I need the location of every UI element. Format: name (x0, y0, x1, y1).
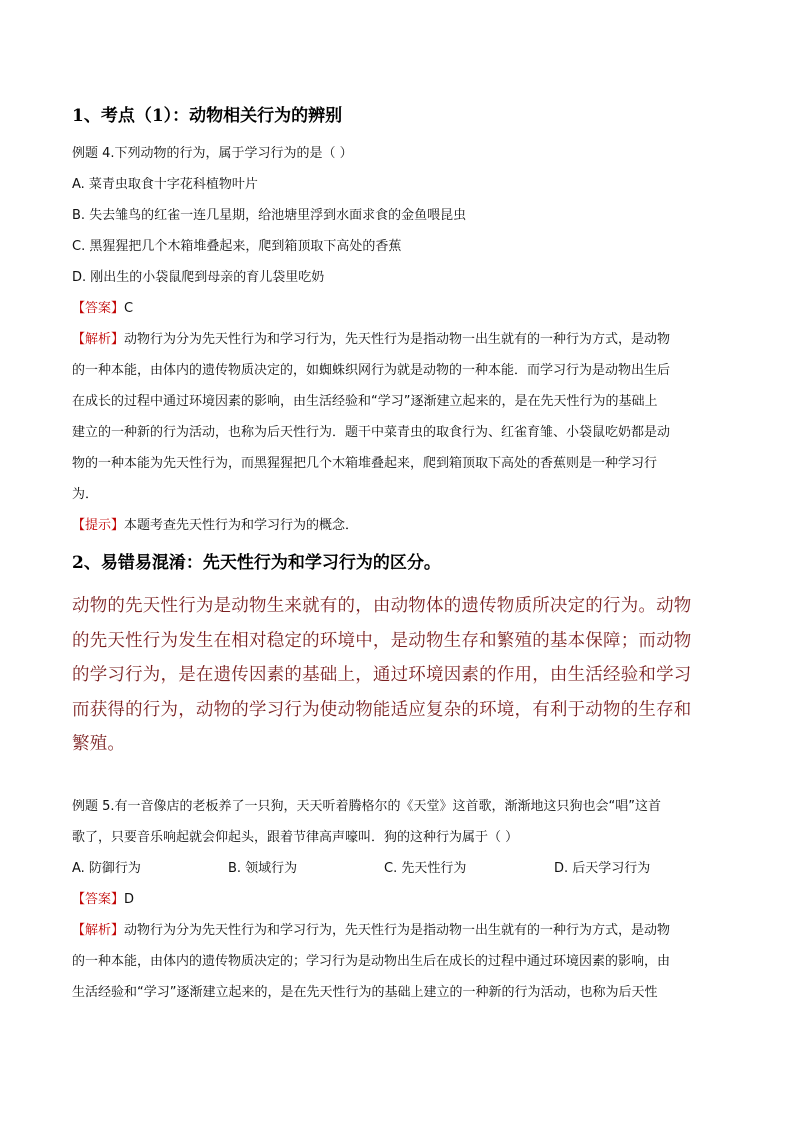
option-d: D. 后天学习行为 (554, 861, 651, 876)
hint-text: 本题考查先天性行为和学习行为的概念． (124, 518, 359, 533)
analysis-line-3: 在成长的过程中通过环境因素的影响，由生活经验和“学习”逐渐建立起来的，是在先天性行为的基础上 (72, 394, 658, 409)
option-c: C. 黑猩猩把几个木箱堆叠起来，爬到箱顶取下高处的香蕉 (72, 239, 402, 254)
explanation-line-2: 的先天性行为发生在相对稳定的环境中，是动物生存和繁殖的基本保障；而动物 (72, 630, 692, 651)
analysis-line-1: 【解析】动物行为分为先天性行为和学习行为，先天性行为是指动物一出生就有的一种行为方式，是动物 (72, 923, 671, 938)
analysis-line-5: 物的一种本能为先天性行为，而黑猩猩把几个木箱堆叠起来，爬到箱顶取下高处的香蕉则是一种学习行 (72, 456, 658, 471)
example-label: 例题 5. (72, 799, 115, 814)
analysis-line-3: 生活经验和“学习”逐渐建立起来的，是在先天性行为的基础上建立的一种新的行为活动，也称为后天性 (72, 985, 658, 1000)
analysis-line-6: 为． (72, 487, 99, 502)
answer-tag: 【答案】 (72, 301, 125, 316)
option-d: D. 刚出生的小袋鼠爬到母亲的育儿袋里吃奶 (72, 270, 325, 285)
explanation-paragraph (72, 589, 722, 762)
example-4-question (72, 138, 722, 169)
answer-value: C (124, 301, 134, 316)
example-5-question-line-2: 歌了，只要音乐响起就会仰起头，跟着节律高声嚎叫．狗的这种行为属于（ ） (72, 830, 519, 845)
hint-line (72, 510, 722, 541)
explanation-line-5: 繁殖。 (72, 734, 126, 754)
hint-tag: 【提示】 (72, 518, 125, 533)
example-label: 例题 4. (72, 146, 115, 161)
option-a: A. 防御行为 (72, 861, 141, 876)
example-5-question-line-1: 例题 5.有一音像店的老板养了一只狗，天天听着腾格尔的《天堂》这首歌，渐渐地这只狗也会“唱”这首 (72, 799, 662, 814)
answer-tag: 【答案】 (72, 892, 125, 907)
answer-value: D (124, 892, 135, 907)
analysis-line-1: 【解析】动物行为分为先天性行为和学习行为，先天性行为是指动物一出生就有的一种行为方式，是动物 (72, 332, 671, 347)
section-heading-2: 2、易错易混淆：先天性行为和学习行为的区分。 (72, 553, 441, 573)
analysis-tag: 【解析】 (72, 332, 125, 347)
analysis-tag: 【解析】 (72, 923, 125, 938)
example-4 (72, 138, 722, 541)
analysis-line-4: 建立的一种新的行为活动，也称为后天性行为．题干中菜青虫的取食行为、红雀育雏、小袋鼠吃奶都是动 (72, 425, 671, 440)
explanation-line-1: 动物的先天性行为是动物生来就有的，由动物体的遗传物质所决定的行为。动物 (72, 596, 692, 616)
analysis-line-2: 的一种本能，由体内的遗传物质决定的，如蜘蛛织网行为就是动物的一种本能．而学习行为是动物出生后 (72, 363, 671, 378)
section-heading-1: 1、考点（1）：动物相关行为的辨别 (72, 106, 343, 126)
option-b: B. 失去雏鸟的红雀一连几星期，给池塘里浮到水面求食的金鱼喂昆虫 (72, 208, 467, 223)
option-b: B. 领域行为 (228, 861, 298, 876)
example-5 (72, 791, 722, 1008)
option-a: A. 菜青虫取食十字花科植物叶片 (72, 177, 258, 192)
analysis-line-2: 的一种本能，由体内的遗传物质决定的；学习行为是动物出生后在成长的过程中通过环境因素的影响，由 (72, 954, 671, 969)
option-c: C. 先天性行为 (384, 861, 467, 876)
question-text: 下列动物的行为，属于学习行为的是（ ） (114, 146, 353, 161)
answer-line (72, 884, 722, 915)
explanation-line-3: 的学习行为，是在遗传因素的基础上，通过环境因素的作用，由生活经验和学习 (72, 665, 692, 685)
answer-line (72, 293, 722, 324)
explanation-line-4: 而获得的行为，动物的学习行为使动物能适应复杂的环境，有利于动物的生存和 (72, 699, 692, 720)
example-5-options (72, 853, 722, 884)
